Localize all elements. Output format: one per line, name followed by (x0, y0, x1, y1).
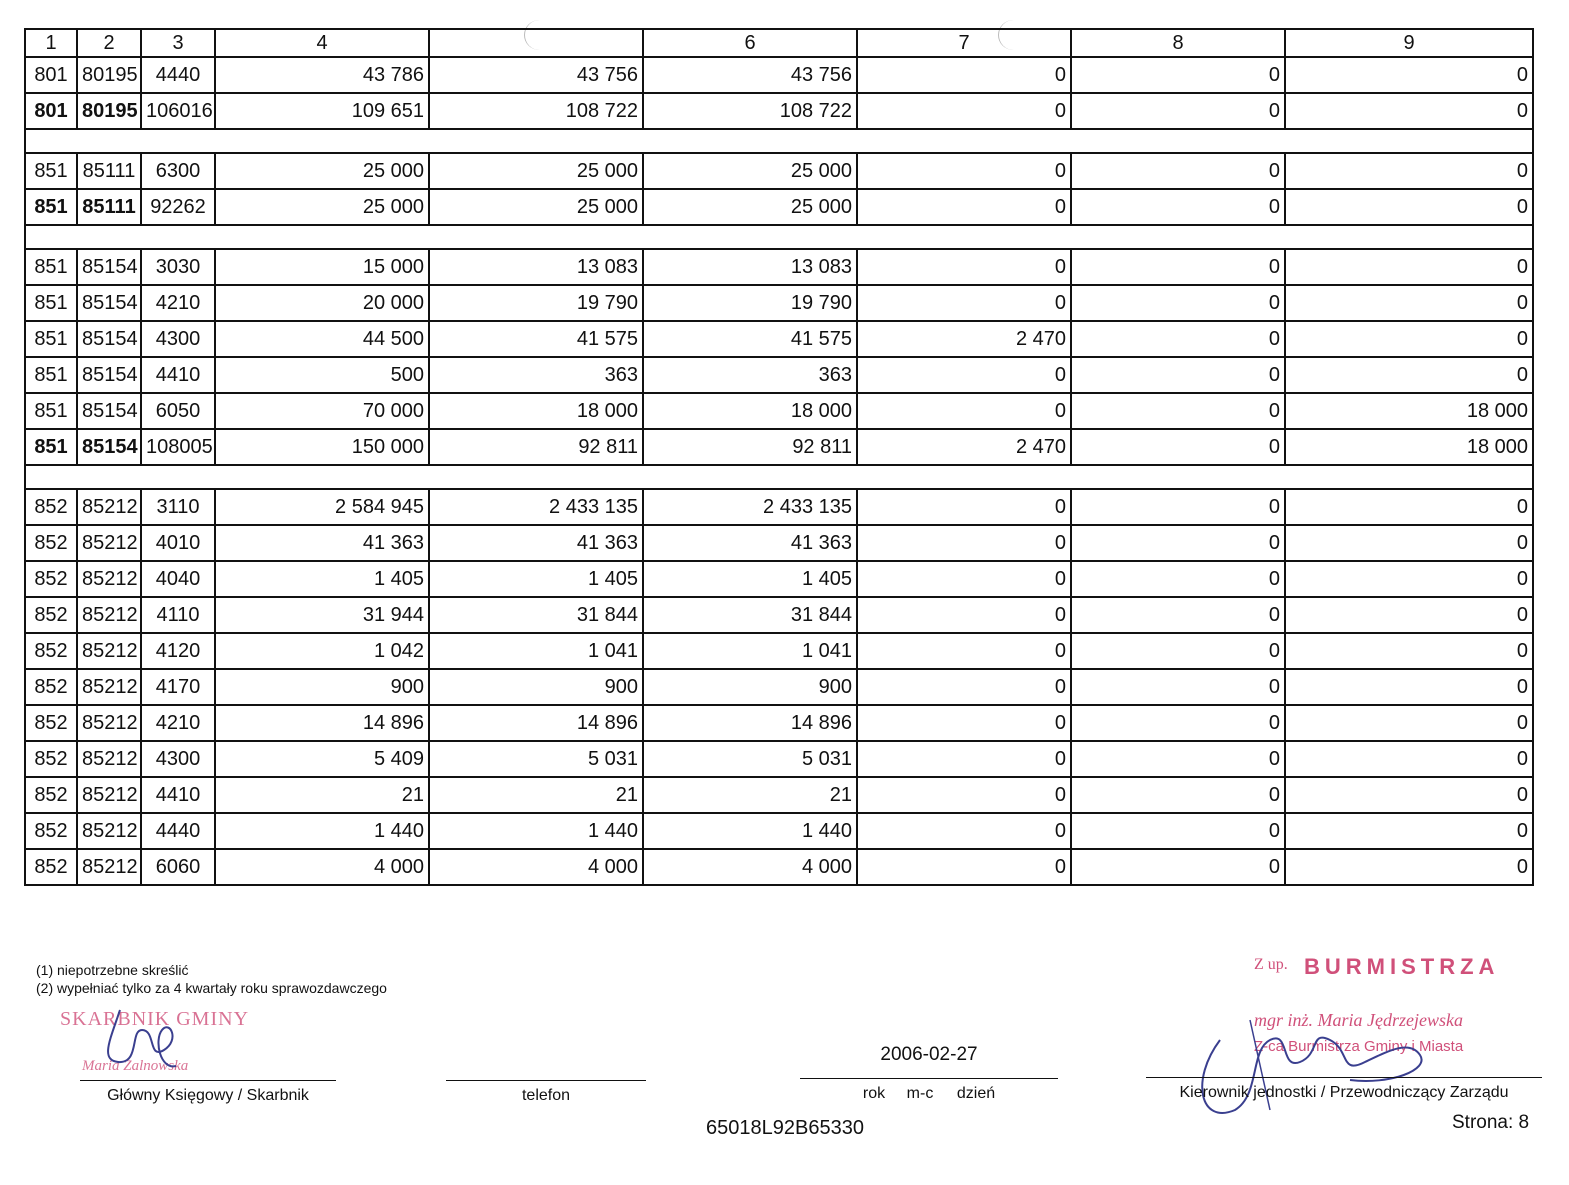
table-cell: 0 (1285, 93, 1533, 129)
table-cell: 0 (1285, 489, 1533, 525)
table-cell: 2 584 945 (215, 489, 429, 525)
table-cell: 108005 (141, 429, 215, 465)
table-cell: 31 944 (215, 597, 429, 633)
table-cell: 25 000 (429, 189, 643, 225)
table-cell: 0 (1071, 321, 1285, 357)
table-cell: 31 844 (429, 597, 643, 633)
table-cell: 85212 (77, 705, 141, 741)
table-cell: 92 811 (643, 429, 857, 465)
table-cell: 4300 (141, 321, 215, 357)
table-cell: 1 041 (429, 633, 643, 669)
table-cell: 852 (25, 597, 77, 633)
table-cell: 4110 (141, 597, 215, 633)
table-cell: 109 651 (215, 93, 429, 129)
table-cell: 851 (25, 249, 77, 285)
table-cell: 85212 (77, 597, 141, 633)
table-cell: 80195 (77, 57, 141, 93)
table-cell: 85111 (77, 189, 141, 225)
table-row (25, 321, 1533, 357)
table-row (25, 393, 1533, 429)
table-cell: 85111 (77, 153, 141, 189)
accountant-line (80, 1080, 336, 1081)
table-cell: 851 (25, 357, 77, 393)
mayor-stamp: BURMISTRZA (1304, 954, 1500, 979)
table-cell: 6050 (141, 393, 215, 429)
table-cell: 0 (857, 849, 1071, 885)
table-cell: 0 (1071, 777, 1285, 813)
table-row (25, 705, 1533, 741)
table-cell: 852 (25, 525, 77, 561)
table-cell: 85212 (77, 741, 141, 777)
table-cell: 0 (1071, 429, 1285, 465)
table-cell: 851 (25, 153, 77, 189)
table-cell: 0 (857, 489, 1071, 525)
table-cell: 18 000 (1285, 393, 1533, 429)
treasurer-stamp-name: Maria Zalnowska (82, 1058, 189, 1074)
table-cell: 14 896 (643, 705, 857, 741)
date-value: 2006-02-27 (880, 1044, 978, 1065)
table-cell: 43 756 (429, 57, 643, 93)
table-cell: 0 (1071, 669, 1285, 705)
table-row (25, 561, 1533, 597)
treasurer-signature (90, 1000, 210, 1080)
date-label-rok: rok (862, 1085, 886, 1102)
table-cell: 85212 (77, 849, 141, 885)
table-cell: 85154 (77, 285, 141, 321)
table-cell: 41 575 (429, 321, 643, 357)
table-cell: 852 (25, 849, 77, 885)
header-cell: 8 (1071, 29, 1285, 57)
table-cell: 0 (1071, 597, 1285, 633)
header-row (25, 29, 1533, 57)
table-cell: 0 (857, 153, 1071, 189)
table-cell: 0 (857, 357, 1071, 393)
table-cell: 3110 (141, 489, 215, 525)
table-cell: 0 (1071, 357, 1285, 393)
table-cell: 0 (857, 189, 1071, 225)
table-cell: 0 (1285, 189, 1533, 225)
table-cell: 0 (857, 633, 1071, 669)
table-cell: 0 (1285, 525, 1533, 561)
table-cell: 851 (25, 321, 77, 357)
table-cell: 31 844 (643, 597, 857, 633)
table-cell: 0 (1285, 669, 1533, 705)
table-row (25, 597, 1533, 633)
table-cell: 13 083 (643, 249, 857, 285)
table-cell: 0 (1071, 525, 1285, 561)
table-cell: 41 363 (429, 525, 643, 561)
table-cell: 0 (1285, 321, 1533, 357)
table-cell: 801 (25, 57, 77, 93)
table-cell: 1 440 (215, 813, 429, 849)
table-cell: 4210 (141, 705, 215, 741)
table-cell: 25 000 (215, 153, 429, 189)
table-cell: 85212 (77, 489, 141, 525)
table-cell: 0 (857, 777, 1071, 813)
table-cell: 92262 (141, 189, 215, 225)
table-cell: 85154 (77, 357, 141, 393)
table-cell: 2 433 135 (643, 489, 857, 525)
table-row-total (25, 189, 1533, 225)
table-row (25, 777, 1533, 813)
table-cell: 15 000 (215, 249, 429, 285)
table-cell: 43 756 (643, 57, 857, 93)
table-cell: 0 (1285, 813, 1533, 849)
table-cell: 43 786 (215, 57, 429, 93)
table-cell: 0 (857, 705, 1071, 741)
group-separator (25, 129, 1533, 153)
table-row (25, 669, 1533, 705)
table-cell: 0 (857, 525, 1071, 561)
header-cell: 6 (643, 29, 857, 57)
table-cell: 851 (25, 393, 77, 429)
table-cell: 108 722 (429, 93, 643, 129)
table-cell: 1 440 (429, 813, 643, 849)
treasurer-stamp: SKARBNIK GMINY (60, 1008, 250, 1030)
table-cell: 6060 (141, 849, 215, 885)
table-cell: 1 440 (643, 813, 857, 849)
table-cell: 44 500 (215, 321, 429, 357)
mayor-stamp-name: mgr inż. Maria Jędrzejewska (1254, 1010, 1463, 1030)
accountant-label: Główny Księgowy / Skarbnik (107, 1087, 309, 1104)
table-row (25, 813, 1533, 849)
head-label: Kierownik jednostki / Przewodniczący Zarządu (1179, 1084, 1509, 1101)
table-cell: 1 405 (215, 561, 429, 597)
table-cell: 0 (1285, 57, 1533, 93)
table-cell: 801 (25, 93, 77, 129)
table-cell: 85212 (77, 633, 141, 669)
table-cell: 14 896 (215, 705, 429, 741)
table-cell: 4300 (141, 741, 215, 777)
table-cell: 0 (1071, 849, 1285, 885)
date-label-mc: m-c (906, 1085, 934, 1102)
header-cell: 9 (1285, 29, 1533, 57)
table-cell: 25 000 (215, 189, 429, 225)
table-cell: 85154 (77, 249, 141, 285)
table-row (25, 489, 1533, 525)
table-cell: 0 (1285, 705, 1533, 741)
table-cell: 852 (25, 705, 77, 741)
table-cell: 41 575 (643, 321, 857, 357)
mayor-stamp-prefix: Z up. (1254, 956, 1288, 973)
table-cell: 0 (1285, 561, 1533, 597)
table-cell: 363 (429, 357, 643, 393)
table-cell: 3030 (141, 249, 215, 285)
table-cell: 1 041 (643, 633, 857, 669)
table-cell: 19 790 (429, 285, 643, 321)
table-cell: 0 (1071, 93, 1285, 129)
header-cell: 7 (857, 29, 1071, 57)
table-cell: 0 (1071, 285, 1285, 321)
header-cell: 4 (215, 29, 429, 57)
table-row (25, 633, 1533, 669)
table-cell: 363 (643, 357, 857, 393)
table-cell: 0 (857, 741, 1071, 777)
document-code: 65018L92B65330 (706, 1117, 864, 1139)
table-cell: 70 000 (215, 393, 429, 429)
table-cell: 0 (1071, 633, 1285, 669)
table-cell: 852 (25, 777, 77, 813)
table-cell: 0 (1071, 153, 1285, 189)
table-cell: 4440 (141, 57, 215, 93)
table-cell: 900 (429, 669, 643, 705)
table-cell: 852 (25, 669, 77, 705)
table-cell: 2 433 135 (429, 489, 643, 525)
table-cell: 92 811 (429, 429, 643, 465)
table-cell: 14 896 (429, 705, 643, 741)
mayor-stamp-role: Z-ca Burmistrza Gminy i Miasta (1254, 1038, 1464, 1055)
table-cell: 0 (857, 393, 1071, 429)
table-row (25, 285, 1533, 321)
table-cell: 5 031 (643, 741, 857, 777)
footnote-2: (2) wypełniać tylko za 4 kwartały roku sprawozdawczego (36, 980, 387, 996)
table-cell: 4210 (141, 285, 215, 321)
table-cell: 851 (25, 189, 77, 225)
table-cell: 1 405 (429, 561, 643, 597)
table-cell: 0 (1071, 741, 1285, 777)
table-cell: 18 000 (1285, 429, 1533, 465)
phone-label: telefon (521, 1087, 571, 1104)
phone-line (446, 1080, 646, 1081)
table-cell: 4 000 (215, 849, 429, 885)
table-cell: 852 (25, 561, 77, 597)
budget-table (24, 28, 1534, 886)
table-cell: 4410 (141, 777, 215, 813)
table-cell: 851 (25, 429, 77, 465)
table-cell: 851 (25, 285, 77, 321)
table-row (25, 741, 1533, 777)
table-cell: 0 (1285, 597, 1533, 633)
table-cell: 0 (857, 561, 1071, 597)
table-cell: 21 (643, 777, 857, 813)
table-cell: 2 470 (857, 321, 1071, 357)
table-cell: 0 (1285, 777, 1533, 813)
table-cell: 85154 (77, 321, 141, 357)
table-cell: 0 (1285, 285, 1533, 321)
table-cell: 1 405 (643, 561, 857, 597)
date-label-dzien: dzień (956, 1085, 996, 1102)
page-label: Strona: 8 (1452, 1112, 1530, 1133)
table-cell: 4440 (141, 813, 215, 849)
table-cell: 0 (857, 669, 1071, 705)
head-line (1146, 1077, 1542, 1078)
table-cell: 2 470 (857, 429, 1071, 465)
header-cell: 2 (77, 29, 141, 57)
header-cell (429, 29, 643, 57)
table-row-total (25, 429, 1533, 465)
table-cell: 0 (1071, 489, 1285, 525)
table-cell: 19 790 (643, 285, 857, 321)
table-cell: 0 (857, 57, 1071, 93)
table-cell: 0 (1071, 393, 1285, 429)
table-cell: 80195 (77, 93, 141, 129)
table-cell: 852 (25, 489, 77, 525)
table-cell: 85212 (77, 561, 141, 597)
table-cell: 0 (1285, 849, 1533, 885)
table-cell: 0 (857, 597, 1071, 633)
table-cell: 4 000 (429, 849, 643, 885)
table-cell: 21 (215, 777, 429, 813)
table-cell: 4120 (141, 633, 215, 669)
table-cell: 21 (429, 777, 643, 813)
table-cell: 0 (1285, 741, 1533, 777)
table-row-total (25, 93, 1533, 129)
table-cell: 4010 (141, 525, 215, 561)
table-row (25, 249, 1533, 285)
table-cell: 0 (857, 285, 1071, 321)
date-line (800, 1078, 1058, 1079)
table-cell: 41 363 (643, 525, 857, 561)
table-cell: 41 363 (215, 525, 429, 561)
table-cell: 0 (1071, 189, 1285, 225)
table-cell: 0 (1071, 57, 1285, 93)
table-cell: 0 (1285, 249, 1533, 285)
table-cell: 85212 (77, 525, 141, 561)
table-cell: 85212 (77, 777, 141, 813)
table-cell: 85154 (77, 393, 141, 429)
table-cell: 6300 (141, 153, 215, 189)
table-cell: 5 031 (429, 741, 643, 777)
table-row (25, 357, 1533, 393)
table-cell: 900 (215, 669, 429, 705)
mayor-signature (1190, 1000, 1440, 1125)
table-cell: 0 (1071, 249, 1285, 285)
table-cell: 108 722 (643, 93, 857, 129)
table-cell: 13 083 (429, 249, 643, 285)
table-cell: 0 (1285, 357, 1533, 393)
table-cell: 4410 (141, 357, 215, 393)
footnote-1: (1) niepotrzebne skreślić (36, 962, 189, 978)
table-cell: 0 (857, 93, 1071, 129)
table-row (25, 153, 1533, 189)
table-cell: 0 (857, 813, 1071, 849)
table-cell: 18 000 (429, 393, 643, 429)
table-cell: 1 042 (215, 633, 429, 669)
table-cell: 0 (857, 249, 1071, 285)
header-cell: 3 (141, 29, 215, 57)
table-cell: 85212 (77, 813, 141, 849)
group-separator (25, 225, 1533, 249)
table-cell: 4 000 (643, 849, 857, 885)
table-row (25, 525, 1533, 561)
table-cell: 20 000 (215, 285, 429, 321)
table-cell: 0 (1071, 813, 1285, 849)
table-row (25, 849, 1533, 885)
table-cell: 85212 (77, 669, 141, 705)
table-cell: 900 (643, 669, 857, 705)
table-cell: 5 409 (215, 741, 429, 777)
group-separator (25, 465, 1533, 489)
table-cell: 4040 (141, 561, 215, 597)
table-cell: 852 (25, 633, 77, 669)
table-cell: 0 (1285, 633, 1533, 669)
table-cell: 85154 (77, 429, 141, 465)
table-cell: 25 000 (643, 189, 857, 225)
table-cell: 18 000 (643, 393, 857, 429)
header-cell: 1 (25, 29, 77, 57)
table-cell: 0 (1071, 705, 1285, 741)
table-cell: 852 (25, 813, 77, 849)
table-cell: 25 000 (643, 153, 857, 189)
table-cell: 0 (1071, 561, 1285, 597)
table-cell: 4170 (141, 669, 215, 705)
table-cell: 500 (215, 357, 429, 393)
table-cell: 852 (25, 741, 77, 777)
table-row (25, 57, 1533, 93)
table-cell: 0 (1285, 153, 1533, 189)
table-cell: 150 000 (215, 429, 429, 465)
table-cell: 106016 (141, 93, 215, 129)
table-cell: 25 000 (429, 153, 643, 189)
